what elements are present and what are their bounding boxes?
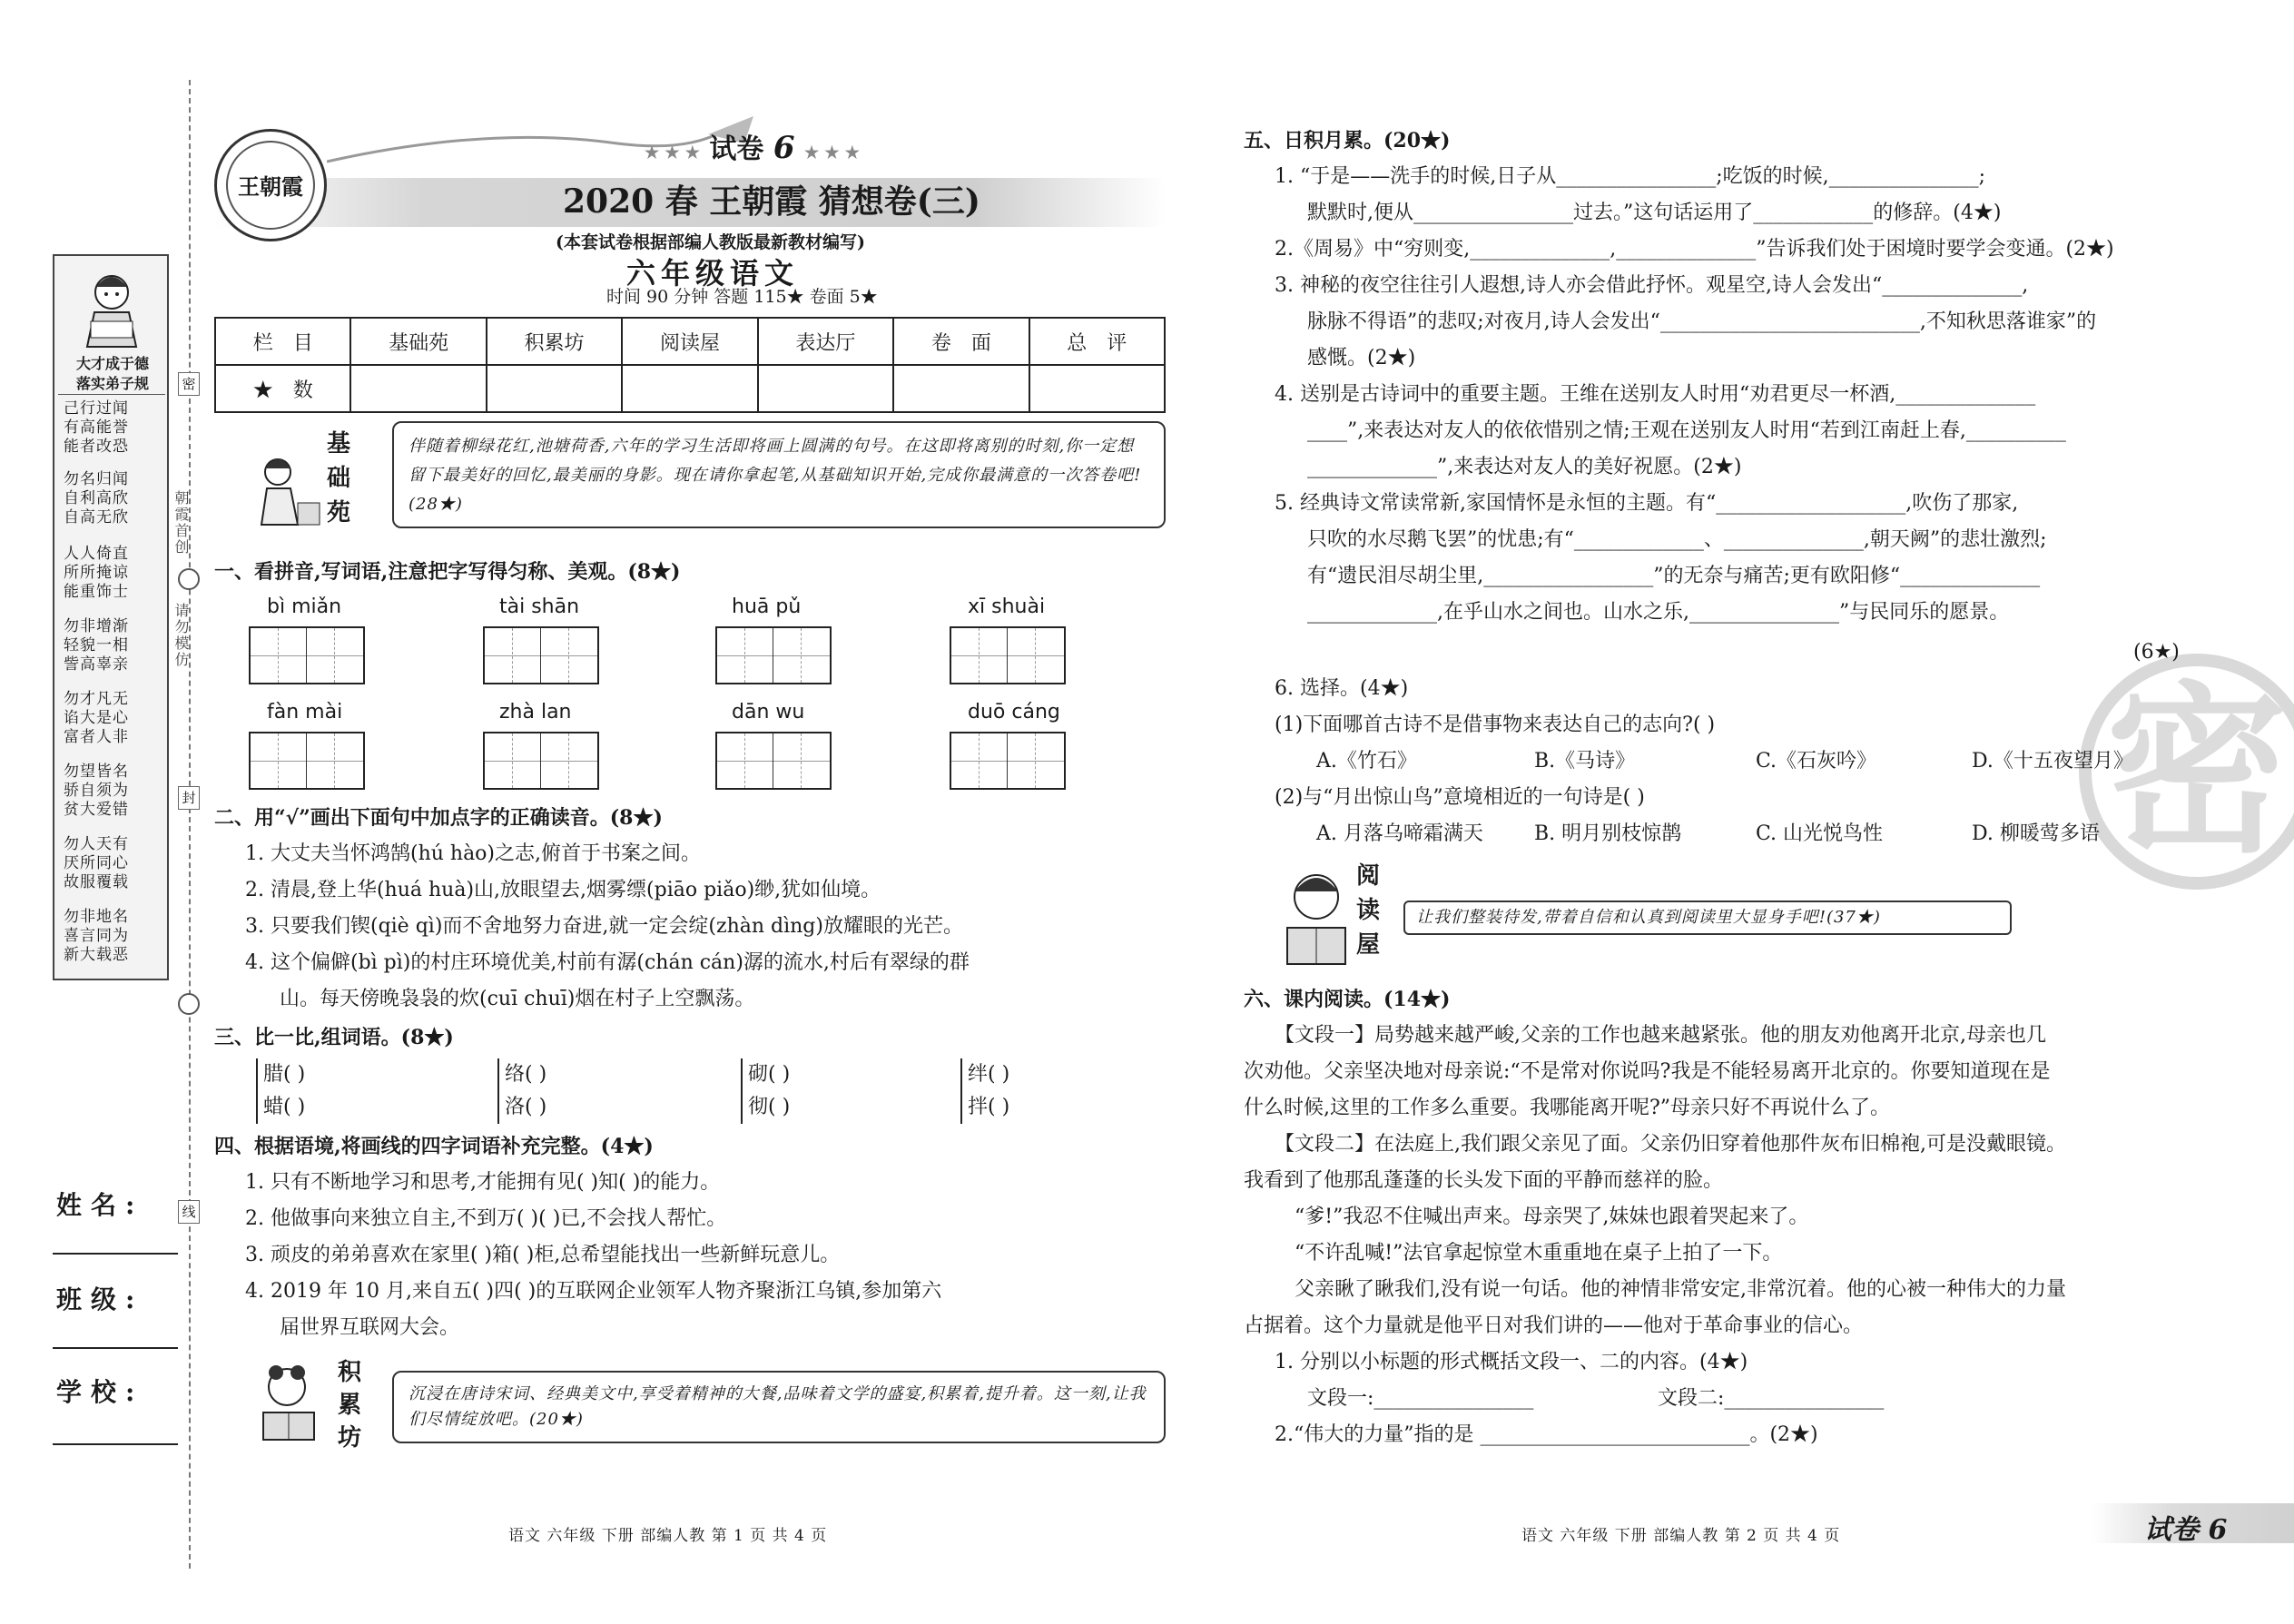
q4-item-2: 2. 他做事向来独立自主,不到万( )( )已,不会找人帮忙。 <box>245 1207 727 1230</box>
write-grid-8[interactable] <box>950 732 1066 790</box>
q5-title: 五、日积月累。(20★) <box>1244 129 1451 153</box>
q5-line-8: ____”,来表达对友人的依依惜别之情;王观在送别友人时用“若到江南赶上春,__________ <box>1307 419 2066 442</box>
motto-block-6: 勿望皆名 骄自须为 贫大爱错 <box>64 763 129 819</box>
choice-title: 6. 选择。(4★) <box>1275 677 1409 700</box>
q4-item-1: 1. 只有不断地学习和思考,才能拥有见( )知( )的能力。 <box>245 1171 721 1194</box>
pinyin-4: xī shuài <box>968 595 1046 618</box>
score-cell[interactable] <box>350 365 486 412</box>
score-header-row <box>215 318 1165 365</box>
q5-line-9: _____________”,来表达对友人的美好祝愿。(2★) <box>1307 456 1742 478</box>
q3-pair-1: 腊( ) 蜡( ) <box>256 1058 305 1124</box>
footer-left: 语文 六年级 下册 部编人教 第 1 页 共 4 页 <box>508 1527 828 1545</box>
subject-title: 六年级语文 <box>626 256 800 290</box>
score-cell[interactable] <box>622 365 757 412</box>
q6-para1-line-1: 【文段一】局势越来越严峻,父亲的工作也越来越紧张。他的朋友劝他离开北京,母亲也几 <box>1275 1024 2046 1047</box>
write-grid-4[interactable] <box>950 626 1066 684</box>
pinyin-6: zhà lan <box>499 701 572 723</box>
q6-para2-line-6: 占据着。这个力量就是他平日对我们讲的——他对于革命事业的信心。 <box>1244 1314 1864 1337</box>
motto-block-2: 勿名归闻 自利高欣 自高无欣 <box>64 470 129 527</box>
q5-line-2: 默默时,便从________________过去。”这句话运用了____________的修辞。(4★) <box>1307 202 2002 224</box>
q6-title: 六、课内阅读。(14★) <box>1244 988 1451 1011</box>
motto-block-3: 人人倚直 所所掩谅 能重饰士 <box>64 545 129 601</box>
exam-title: 2020 春 王朝霞 猜想卷(三) <box>563 182 980 221</box>
section-label-jichu: 基 础 苑 <box>327 430 351 527</box>
score-cell[interactable] <box>893 365 1029 412</box>
intro-box-jichu: 伴随着柳绿花红,池塘荷香,六年的学习生活即将画上圆满的句号。在这即将离别的时刻,你一定想留下最美好的回忆,最美丽的身影。现在请你拿起笔,从基础知识开始,完成你最满意的一次答卷吧!(28★) <box>392 421 1166 528</box>
q4-item-3: 3. 顽皮的弟弟喜欢在家里( )箱( )柜,总希望能找出一些新鲜玩意儿。 <box>245 1244 841 1266</box>
vertical-note-1: 朝霞首创 <box>172 490 190 556</box>
name-field[interactable] <box>53 1253 178 1255</box>
mascot-motto-1: 大才成于德 <box>75 355 149 372</box>
score-table <box>214 317 1166 413</box>
choice-2-opt-d[interactable]: D. 柳暖莺多语 <box>1972 822 2100 845</box>
q6-sub1-answer-a[interactable]: 文段一:________________ <box>1307 1387 1534 1410</box>
q6-para1-line-2: 次劝他。父亲坚决地对母亲说:“不是常对你说吗?我是不能轻易离开北京的。你要知道现在是 <box>1244 1060 2051 1083</box>
q6-sub2: 2.“伟大的力量”指的是 ___________________________。(2★) <box>1275 1423 1818 1446</box>
q4-item-4: 4. 2019 年 10 月,来自五( )四( )的互联网企业领军人物齐聚浙江乌镇,参加第六 <box>245 1280 942 1303</box>
q2-item-4: 4. 这个偏僻(bì pì)的村庄环境优美,村前有潺(chán cán)潺的流水,村后有翠绿的群 <box>245 951 970 974</box>
seal-tab-1: 密 <box>178 372 200 396</box>
motto-block-1: 己行过闻 有高能誉 能者改恐 <box>64 399 129 456</box>
q5-line-7: 4. 送别是古诗词中的重要主题。王维在送别友人时用“劝君更尽一杯酒,______________ <box>1275 383 2036 406</box>
q5-line-13: _____________,在乎山水之间也。山水之乐,_______________”与民同乐的愿景。 <box>1307 601 2010 624</box>
q2-item-2: 2. 清晨,登上华(huá huà)山,放眼望去,烟雾缥(piāo piǎo)缈,犹如仙境。 <box>245 879 881 901</box>
name-label: 姓名: <box>56 1190 144 1220</box>
seal-tab-3: 线 <box>178 1200 200 1224</box>
q4-title: 四、根据语境,将画线的四字词语补充完整。(4★) <box>214 1135 654 1158</box>
girl-reading-illustration <box>251 452 323 528</box>
motto-block-7: 勿人天有 厌所同心 故服覆载 <box>64 835 129 891</box>
q6-sub1-answer-b[interactable]: 文段二:________________ <box>1658 1387 1885 1410</box>
q5-line-12: 有“遗民泪尽胡尘里,_________________”的无奈与痛苦;更有欧阳修“______________ <box>1307 565 2041 587</box>
binding-dashed-line <box>189 80 191 1569</box>
motto-block-8: 勿非地名 喜言同为 新大载恶 <box>64 908 129 964</box>
choice-1-opt-c[interactable]: C.《石灰吟》 <box>1756 750 1877 773</box>
paper-badge: 试卷 6 <box>2092 1503 2294 1543</box>
q5-line-4: 3. 神秘的夜空往往引人遐想,诗人亦会借此抒怀。观星空,诗人会发出“______________, <box>1275 274 2029 297</box>
choice-2-stem: (2)与“月出惊山鸟”意境相近的一句诗是( ) <box>1275 786 1645 809</box>
score-col-6: 总 评 <box>1029 318 1165 365</box>
q6-para2-line-5: 父亲瞅了瞅我们,没有说一句话。他的神情非常安定,非常沉着。他的心被一种伟大的力量 <box>1295 1278 2066 1301</box>
q5-line-6: 感慨。(2★) <box>1307 347 1416 369</box>
score-value-row <box>215 365 1165 412</box>
write-grid-6[interactable] <box>483 732 599 790</box>
q4-item-5: 届世界互联网大会。 <box>280 1316 460 1339</box>
q6-para1-line-3: 什么时候,这里的工作多么重要。我哪能离开呢?”母亲只好不再说什么了。 <box>1244 1097 1891 1119</box>
q3-pair-2: 络( ) 洛( ) <box>497 1058 546 1124</box>
section-label-jilei: 积 累 坊 <box>338 1359 362 1452</box>
q2-item-5: 山。每天傍晚袅袅的炊(cuī chuī)烟在村子上空飘荡。 <box>280 988 755 1010</box>
motto-block-5: 勿才凡无 谄大是心 富者人非 <box>64 690 129 746</box>
school-label: 学校: <box>56 1377 144 1407</box>
q3-title: 三、比一比,组词语。(8★) <box>214 1026 454 1049</box>
boy-reading-illustration <box>1280 864 1353 971</box>
school-field[interactable] <box>53 1443 178 1445</box>
q5-line-10: 5. 经典诗文常读常新,家国情怀是永恒的主题。有“___________________,吹伤了那家, <box>1275 492 2019 515</box>
binding-hole-1 <box>178 568 200 590</box>
write-grid-7[interactable] <box>715 732 832 790</box>
binding-hole-2 <box>178 993 200 1015</box>
score-cell[interactable] <box>487 365 622 412</box>
q3-pair-3: 砌( ) 彻( ) <box>741 1058 790 1124</box>
write-grid-5[interactable] <box>249 732 365 790</box>
q2-title: 二、用“√”画出下面句中加点字的正确读音。(8★) <box>214 806 663 830</box>
q6-para2-line-4: “不许乱喊!”法官拿起惊堂木重重地在桌子上拍了一下。 <box>1295 1242 1783 1265</box>
score-col-1: 基础苑 <box>350 318 486 365</box>
score-col-5: 卷 面 <box>893 318 1029 365</box>
mascot-figure <box>78 267 145 349</box>
choice-1-opt-a[interactable]: A.《竹石》 <box>1316 750 1417 773</box>
pinyin-2: tài shān <box>499 595 580 618</box>
girl-book-illustration <box>251 1362 329 1449</box>
class-field[interactable] <box>53 1347 178 1349</box>
class-label: 班级: <box>56 1284 144 1314</box>
choice-1-opt-d[interactable]: D.《十五夜望月》 <box>1972 750 2133 773</box>
exam-meta: 时间 90 分钟 答题 115★ 卷面 5★ <box>606 287 878 307</box>
q5-line-3: 2.《周易》中“穷则变,______________,______________”告诉我们处于困境时要学会变通。(2★) <box>1275 238 2114 261</box>
pinyin-8: duō cáng <box>968 701 1060 723</box>
score-cell[interactable] <box>1029 365 1165 412</box>
write-grid-1[interactable] <box>249 626 365 684</box>
q6-para2-line-1: 【文段二】在法庭上,我们跟父亲见了面。父亲仍旧穿着他那件灰布旧棉袍,可是没戴眼镜。 <box>1275 1133 2066 1156</box>
write-grid-2[interactable] <box>483 626 599 684</box>
seal-tab-2: 封 <box>178 786 200 810</box>
vertical-note-2: 请勿模仿 <box>172 603 190 668</box>
intro-box-yuedu: 让我们整装待发,带着自信和认真到阅读里大显身手吧!(37★) <box>1403 901 2012 935</box>
q3-pair-4: 绊( ) 拌( ) <box>960 1058 1009 1124</box>
pinyin-7: dān wu <box>732 701 805 723</box>
q5-line-11: 只吹的水尽鹅飞罢”的忧患;有“_____________、______________,朝天阙”的悲壮激烈; <box>1307 528 2047 551</box>
score-row-label: ★ 数 <box>215 365 350 412</box>
mascot-motto-2: 落实弟子规 <box>75 375 149 392</box>
score-col-2: 积累坊 <box>487 318 622 365</box>
q2-item-1: 1. 大丈夫当怀鸿鹄(hú hào)之志,俯首于书案之间。 <box>245 842 702 865</box>
choice-1-stem: (1)下面哪首古诗不是借事物来表达自己的志向?( ) <box>1275 714 1716 736</box>
section-label-yuedu: 阅 读 屋 <box>1356 862 1381 959</box>
pinyin-1: bì miǎn <box>267 595 342 618</box>
motto-divider <box>58 394 165 395</box>
q1-title: 一、看拼音,写词语,注意把字写得匀称、美观。(8★) <box>214 560 681 584</box>
score-cell[interactable] <box>758 365 893 412</box>
q5-line-1: 1. “于是——洗手的时候,日子从________________;吃饭的时候,_______________; <box>1275 165 1986 188</box>
intro-box-jilei: 沉浸在唐诗宋词、经典美文中,享受着精神的大餐,品味着文学的盛宴,积累着,提升着。这一刻,让我们尽情绽放吧。(20★) <box>392 1371 1166 1443</box>
pinyin-5: fàn mài <box>267 701 343 723</box>
pinyin-3: huā pǔ <box>732 595 802 618</box>
choice-2-opt-a[interactable]: A. 月落乌啼霜满天 <box>1316 822 1483 845</box>
q6-para2-line-2: 我看到了他那乱蓬蓬的长头发下面的平静而慈祥的脸。 <box>1244 1169 1724 1192</box>
q5-subscore: (6★) <box>2133 641 2180 664</box>
q6-para2-line-3: “爹!”我忍不住喊出声来。母亲哭了,妹妹也跟着哭起来了。 <box>1295 1206 1809 1228</box>
q6-sub1: 1. 分别以小标题的形式概括文段一、二的内容。(4★) <box>1275 1351 1748 1373</box>
score-col-0: 栏 目 <box>215 318 350 365</box>
score-col-4: 表达厅 <box>758 318 893 365</box>
choice-2-opt-c[interactable]: C. 山光悦鸟性 <box>1756 822 1884 845</box>
q2-item-3: 3. 只要我们锲(qiè qì)而不舍地努力奋进,就一定会绽(zhàn dìng)放耀眼的光芒。 <box>245 915 963 938</box>
paper-label: ★ ★ ★ 试卷 6 ★ ★ ★ <box>645 130 860 166</box>
write-grid-3[interactable] <box>715 626 832 684</box>
choice-1-opt-b[interactable]: B.《马诗》 <box>1534 750 1636 773</box>
exam-subtitle: (本套试卷根据部编人教版最新教材编写) <box>556 232 865 252</box>
watermark-seal: 密 <box>2079 654 2294 890</box>
score-col-3: 阅读屋 <box>622 318 757 365</box>
q5-line-5: 脉脉不得语”的悲叹;对夜月,诗人会发出“__________________________,不知秋思落谁家”的 <box>1307 310 2097 333</box>
footer-right: 语文 六年级 下册 部编人教 第 2 页 共 4 页 <box>1521 1527 1841 1545</box>
brand-logo: 王朝霞 <box>214 129 327 241</box>
motto-block-4: 勿非增渐 轻貌一相 訾高辜亲 <box>64 617 129 674</box>
choice-2-opt-b[interactable]: B. 明月别枝惊鹊 <box>1534 822 1682 845</box>
